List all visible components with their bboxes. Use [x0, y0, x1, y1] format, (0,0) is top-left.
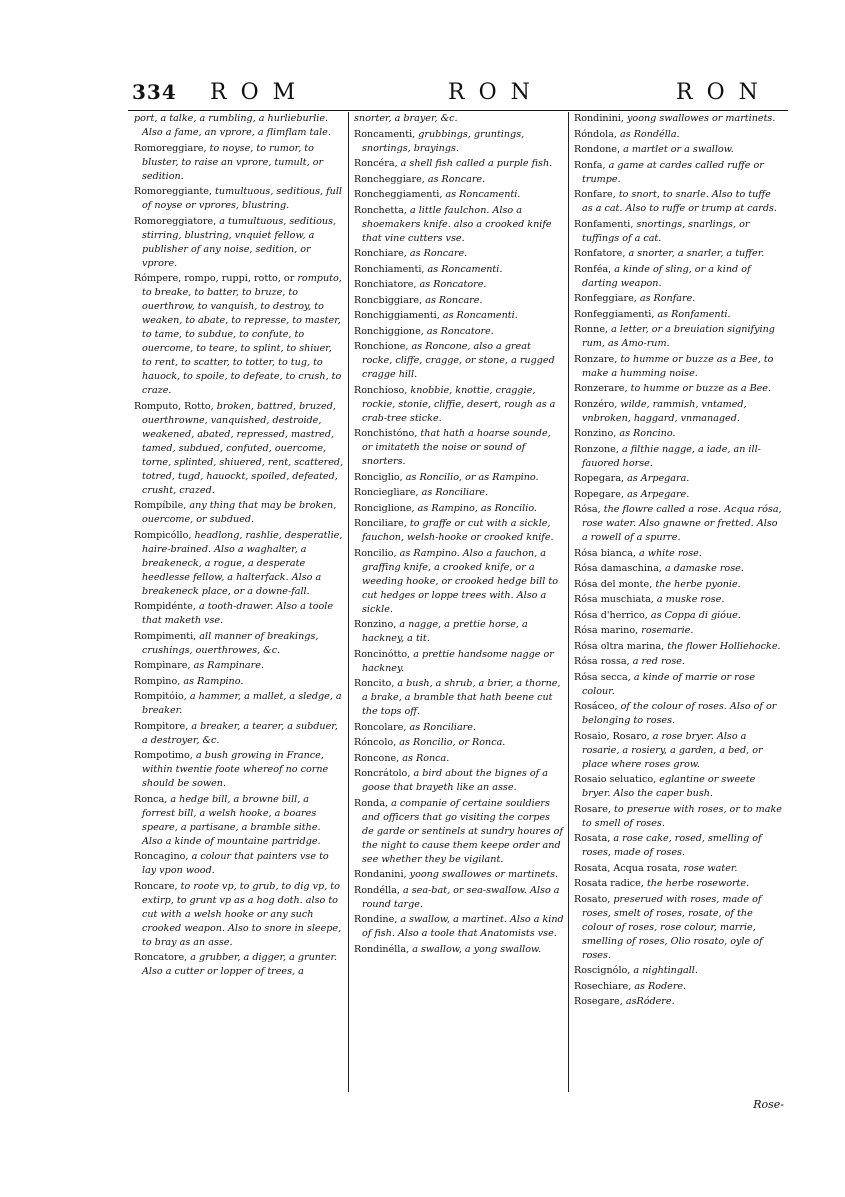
dictionary-entry	[574, 593, 784, 607]
entry-headword: Ropegara,	[574, 473, 625, 484]
dictionary-entry	[574, 609, 784, 623]
dictionary-entry	[574, 218, 784, 246]
entry-definition: snortings, snarlings, or tuffings of a cat.	[582, 218, 750, 244]
dictionary-entry	[574, 247, 784, 261]
entry-headword: Roncbiggiare,	[354, 294, 423, 306]
entry-definition: to graffe or cut with a sickle, fauchon, welsh-hooke or crooked knife.	[362, 518, 554, 543]
entry-definition: as Roncilio, or Ronca.	[399, 737, 506, 748]
dictionary-entry	[574, 995, 784, 1009]
entry-headword: Romoreggiare,	[134, 142, 207, 154]
entry-headword: Romputo, Rotto,	[134, 400, 214, 412]
entry-definition: as Ronciliare.	[409, 721, 476, 733]
entry-definition: to humme or buzze as a Bee.	[630, 383, 772, 394]
dictionary-entry	[134, 400, 344, 498]
entry-headword: Ronne,	[574, 324, 609, 335]
dictionary-entry	[134, 690, 344, 718]
entry-definition: a nightingall.	[633, 965, 698, 976]
entry-definition: a rose bryer. Also a rosarie, a rosiery, a garden, a bed, or place where roses grow.	[582, 730, 763, 770]
entry-definition: preserued with roses, made of roses, smelt of roses, rosate, of the colour of roses, rose colour, marrie, smelling of roses, Olio rosato, oyle of roses.	[582, 893, 763, 961]
entry-headword: Roncinótto,	[354, 648, 411, 660]
entry-definition: as Rampino.	[183, 675, 244, 687]
dictionary-entry	[354, 112, 564, 126]
dictionary-entry	[134, 185, 344, 213]
dictionary-entry	[134, 793, 344, 849]
entry-definition: a bush growing in France, within twentie foote whereof no corne should be sowen.	[142, 750, 329, 789]
entry-headword: Roncrátolo,	[354, 768, 411, 779]
dictionary-entry	[574, 323, 784, 351]
dictionary-entry	[354, 340, 564, 382]
entry-headword: Ronfa,	[574, 159, 606, 171]
entry-definition: yoong swallowes or martinets.	[627, 113, 776, 124]
running-header	[128, 78, 788, 111]
entry-definition: snorter, a brayer, &c.	[354, 113, 458, 124]
entry-definition: a muske rose.	[656, 594, 725, 605]
dictionary-entry	[134, 215, 344, 271]
entry-definition: as Rondélla.	[620, 128, 680, 140]
entry-definition: to noyse, to rumor, to bluster, to raise an vprore, tumult, or sedition.	[142, 142, 324, 182]
entry-headword: Ronzino,	[574, 428, 617, 439]
dictionary-entry	[354, 486, 564, 500]
entry-headword: Rósa damaschina,	[574, 563, 662, 574]
entry-definition: the herbe roseworte.	[646, 878, 750, 889]
dictionary-entry	[354, 618, 564, 646]
dictionary-entry	[134, 600, 344, 628]
dictionary-entry	[354, 263, 564, 277]
entry-headword: Rondine,	[354, 914, 398, 925]
dictionary-entry	[574, 112, 784, 126]
entry-headword: Ronciegliare,	[354, 487, 419, 498]
entry-definition: as Roncamenti.	[427, 263, 503, 275]
entry-definition: as Ronfare.	[639, 293, 696, 304]
entry-definition: as Rampino, as Roncilio.	[417, 502, 537, 514]
entry-definition: a white rose.	[639, 547, 702, 559]
header-word-left: ROM	[210, 80, 310, 105]
entry-headword: Rompitóio,	[134, 691, 187, 702]
dictionary-entry	[574, 503, 784, 545]
entry-headword: Rompotimo,	[134, 750, 193, 761]
entry-definition: yoong swallowes or martinets.	[409, 869, 559, 880]
entry-headword: Rompimenti,	[134, 630, 197, 642]
dictionary-entry	[574, 398, 784, 426]
dictionary-entry	[574, 700, 784, 728]
entry-headword: Roncatore,	[134, 952, 188, 963]
entry-headword: Rósa bianca,	[574, 547, 636, 559]
entry-headword: Rósa rossa,	[574, 656, 630, 667]
entry-definition: a martlet or a swallow.	[623, 144, 734, 155]
dictionary-entry	[354, 502, 564, 516]
dictionary-entry	[574, 578, 784, 592]
entry-headword: Rósa marino,	[574, 625, 639, 636]
entry-headword: Ronzare,	[574, 353, 618, 365]
entry-headword: Rondinini,	[574, 113, 624, 124]
entry-headword: Ronchiggiamenti,	[354, 310, 440, 321]
entry-definition: as Roncone, also a great rocke, cliffe, cragge, or stone, a rugged cragge hill.	[362, 341, 555, 380]
entry-headword: Ronfeggiare,	[574, 293, 637, 304]
dictionary-entry	[574, 353, 784, 381]
dictionary-entry	[354, 173, 564, 187]
entry-definition: to humme or buzze as a Bee, to make a humming noise.	[582, 353, 774, 379]
entry-definition: a tooth-drawer. Also a toole that maketh vse.	[142, 601, 334, 626]
entry-definition: as Roncatore.	[426, 325, 494, 337]
entry-headword: Roncheggiare,	[354, 173, 425, 185]
column-rule-2	[568, 112, 569, 1092]
dictionary-entry	[354, 188, 564, 202]
entry-headword: Rondinélla,	[354, 943, 410, 955]
dictionary-entry	[354, 517, 564, 545]
entry-definition: a filthie nagge, a iade, an ill-fauored horse.	[582, 443, 761, 469]
entry-headword: Roncolare,	[354, 721, 407, 733]
entry-headword: Ronciliare,	[354, 518, 407, 529]
entry-definition: as Roncino.	[619, 428, 676, 439]
entry-definition: as Rampino. Also a fauchon, a graffing knife, a crooked knife, or a weeding hooke, or crooked hedge bill to cut hedges or loppe trees with. Also a sickle.	[362, 547, 558, 615]
dictionary-entry	[354, 278, 564, 292]
entry-definition: headlong, rashlie, desperatlie, haire-brained. Also a waghalter, a breakeneck, a rogue, a desperate heedlesse fellow, a halterfack. Also a breakeneck place, or a downe-fall.	[142, 529, 343, 597]
entry-definition: asRódere.	[625, 996, 675, 1007]
entry-definition: as Roncamenti.	[442, 310, 518, 321]
entry-definition: a companie of certaine souldiers and officers that go visiting the corpes de garde or sentinels at sundry houres of the night to cause them keepe order and see whether they be vigilant.	[362, 797, 563, 865]
entry-headword: Rósa,	[574, 504, 601, 515]
column-3	[574, 112, 784, 1092]
dictionary-entry	[354, 868, 564, 882]
dictionary-entry	[574, 443, 784, 471]
entry-headword: Ronchetta,	[354, 204, 407, 216]
dictionary-entry	[574, 862, 784, 876]
column-1	[134, 112, 344, 1092]
entry-headword: Ronchioso,	[354, 384, 408, 396]
entry-headword: Ropegare,	[574, 488, 624, 500]
dictionary-entry	[574, 159, 784, 187]
entry-headword: Rósa del monte,	[574, 578, 653, 590]
entry-definition: a nagge, a prettie horse, a hackney, a tit.	[362, 619, 528, 644]
entry-headword: Ronchione,	[354, 341, 409, 352]
entry-definition: eglantine or sweete bryer. Also the caper bush.	[582, 774, 756, 799]
entry-definition: the flowre called a rose. Acqua rósa, rose water. Also gnawne or fretted. Also a rowell of a spurre.	[582, 504, 782, 543]
entry-definition: as Coppa di gióue.	[650, 609, 741, 621]
page-number: 334	[132, 80, 177, 104]
entry-definition: to preserue with roses, or to make to smell of roses.	[582, 803, 782, 829]
entry-headword: Rómpere, rompo, ruppi, rotto, or	[134, 273, 295, 284]
entry-definition: knobbie, knottie, craggie, rockie, stonie, cliffie, desert, rough as a crab-tree sticke.	[362, 384, 556, 424]
dictionary-entry	[354, 547, 564, 617]
entry-headword: Rompicóllo,	[134, 529, 192, 541]
entry-definition: a prettie handsome nagge or hackney.	[362, 648, 554, 674]
dictionary-entry	[134, 720, 344, 748]
entry-headword: Rosato,	[574, 893, 611, 905]
dictionary-entry	[354, 157, 564, 171]
entry-headword: Rondanini,	[354, 869, 407, 880]
entry-headword: Rosáceo,	[574, 701, 618, 712]
entry-definition: to snort, to snarle. Also to tuffe as a cat. Also to ruffe or trump at cards.	[582, 189, 777, 214]
entry-headword: Roncagino,	[134, 851, 189, 862]
entry-definition: as Rampinare.	[193, 660, 264, 671]
dictionary-entry	[134, 529, 344, 599]
entry-headword: Rondélla,	[354, 884, 400, 896]
entry-headword: Ronciglione,	[354, 502, 415, 514]
entry-definition: a swallow, a martinet. Also a kind of fish. Also a toole that Anatomists vse.	[362, 914, 564, 939]
dictionary-page	[128, 78, 788, 1111]
dictionary-entry	[574, 893, 784, 963]
dictionary-entry	[134, 112, 344, 140]
dictionary-entry	[574, 730, 784, 772]
entry-headword: Ronchistóno,	[354, 428, 418, 439]
entry-definition: rose water.	[683, 862, 738, 874]
dictionary-entry	[354, 247, 564, 261]
entry-headword: Rondone,	[574, 144, 621, 155]
entry-definition: as Roncare.	[427, 173, 486, 185]
dictionary-entry	[574, 980, 784, 994]
entry-headword: Ronchiamenti,	[354, 263, 425, 275]
entry-headword: Romoreggiatore,	[134, 215, 217, 227]
entry-headword: Roncare,	[134, 880, 178, 892]
entry-headword: Rósa oltra marina,	[574, 640, 665, 652]
entry-headword: Rósa muschiata,	[574, 594, 654, 605]
entry-headword: Romoreggiante,	[134, 186, 212, 197]
entry-definition: any thing that may be broken, ouercome, or subdued.	[142, 500, 337, 525]
dictionary-entry	[574, 382, 784, 396]
entry-headword: Roscignólo,	[574, 965, 631, 976]
entry-definition: a tumultuous, seditious, stirring, blustring, vnquiet fellow, a publisher of any noise, sedition, or vprore.	[142, 215, 337, 269]
entry-definition: the flower Holliehocke.	[667, 640, 781, 652]
entry-headword: Róndola,	[574, 128, 617, 140]
dictionary-entry	[354, 677, 564, 719]
dictionary-entry	[574, 292, 784, 306]
dictionary-entry	[574, 263, 784, 291]
entry-headword: Ronzerare,	[574, 383, 628, 394]
entry-definition: a colour that painters vse to lay vpon wood.	[142, 851, 329, 876]
entry-headword: Ronféa,	[574, 263, 612, 275]
entry-definition: port, a talke, a rumbling, a hurlieburlie. Also a fame, an vprore, a flimflam tale.	[134, 113, 331, 138]
entry-definition: as Ronciliare.	[421, 487, 489, 498]
entry-definition: the herbe pyonie.	[655, 578, 741, 590]
dictionary-entry	[354, 384, 564, 426]
entry-headword: Ronca,	[134, 793, 168, 805]
entry-definition: as Arpegara.	[627, 473, 690, 484]
entry-headword: Rosare,	[574, 803, 611, 815]
dictionary-entry	[354, 427, 564, 469]
dictionary-entry	[574, 773, 784, 801]
entry-headword: Rósa secca,	[574, 671, 631, 683]
columns	[128, 112, 788, 1092]
entry-headword: Rosata,	[574, 833, 611, 844]
catchword: Rose-	[753, 1098, 784, 1111]
entry-headword: Roncamenti,	[354, 128, 416, 140]
entry-headword: Rosaio, Rosaro,	[574, 730, 650, 742]
dictionary-entry	[354, 736, 564, 750]
dictionary-entry	[134, 749, 344, 791]
entry-headword: Rosata, Acqua rosata,	[574, 862, 681, 874]
entry-headword: Roncone,	[354, 752, 400, 764]
dictionary-entry	[134, 142, 344, 184]
entry-definition: as Ronca.	[402, 752, 450, 764]
entry-definition: a hedge bill, a browne bill, a forrest bill, a welsh hooke, a boares speare, a partisane, a bramble sithe. Also a kinde of mountaine partridge.	[142, 793, 321, 847]
entry-definition: a sea-bat, or sea-swallow. Also a round targe.	[362, 884, 560, 910]
entry-definition: all manner of breakings, crushings, ouerthrowes, &c.	[142, 630, 319, 656]
entry-definition: as Rodere.	[634, 980, 687, 992]
entry-headword: Ronzéro,	[574, 398, 618, 410]
entry-headword: Ronchiatore,	[354, 279, 417, 290]
entry-headword: Ronfamenti,	[574, 218, 634, 230]
entry-headword: Ronzino,	[354, 619, 397, 630]
dictionary-entry	[574, 877, 784, 891]
dictionary-entry	[574, 803, 784, 831]
entry-definition: a kinde of marrie or rose colour.	[582, 671, 756, 697]
dictionary-entry	[134, 951, 344, 979]
entry-headword: Ronda,	[354, 797, 389, 809]
entry-headword: Rosegare,	[574, 996, 623, 1007]
entry-definition: a hammer, a mallet, a sledge, a breaker.	[142, 691, 342, 716]
dictionary-entry	[574, 188, 784, 216]
entry-definition: a rose cake, rosed, smelling of roses, made of roses.	[582, 833, 762, 858]
dictionary-entry	[574, 832, 784, 860]
entry-headword: Rósa d'herrico,	[574, 609, 648, 621]
entry-definition: a grubber, a digger, a grunter. Also a cutter or lopper of trees, a	[142, 952, 338, 977]
dictionary-entry	[354, 309, 564, 323]
dictionary-entry	[574, 640, 784, 654]
dictionary-entry	[134, 630, 344, 658]
entry-definition: a swallow, a yong swallow.	[412, 943, 542, 955]
dictionary-entry	[574, 671, 784, 699]
entry-definition: a red rose.	[632, 656, 685, 667]
entry-headword: Roncéra,	[354, 158, 398, 169]
entry-definition: rosemarie.	[641, 625, 694, 636]
dictionary-entry	[354, 913, 564, 941]
entry-definition: as Roncatore.	[419, 279, 487, 290]
dictionary-entry	[354, 767, 564, 795]
dictionary-entry	[134, 272, 344, 398]
entry-definition: as Roncare.	[409, 248, 468, 259]
dictionary-entry	[574, 624, 784, 638]
entry-definition: as Roncare.	[425, 294, 483, 306]
dictionary-entry	[354, 752, 564, 766]
entry-definition: a damaske rose.	[664, 563, 744, 574]
entry-definition: tumultuous, seditious, full of noyse or vprores, blustring.	[142, 186, 342, 211]
entry-definition: a game at cardes called ruffe or trumpe.	[582, 159, 764, 185]
dictionary-entry	[354, 204, 564, 246]
dictionary-entry	[574, 143, 784, 157]
entry-headword: Ronfatore,	[574, 248, 626, 259]
entry-headword: Ronciglio,	[354, 471, 403, 483]
column-2	[354, 112, 564, 1092]
entry-definition: wilde, rammish, vntamed, vnbroken, haggard, vnmanaged.	[582, 398, 747, 424]
entry-headword: Rompinare,	[134, 660, 191, 671]
entry-headword: Ronchiggione,	[354, 325, 424, 337]
dictionary-entry	[354, 721, 564, 735]
entry-headword: Rompíbile,	[134, 500, 187, 511]
entry-headword: Roncilio,	[354, 547, 397, 559]
dictionary-entry	[574, 427, 784, 441]
dictionary-entry	[134, 659, 344, 673]
dictionary-entry	[574, 964, 784, 978]
entry-definition: a bush, a shrub, a brier, a thorne, a brake, a bramble that hath beene cut the tops off.	[362, 678, 561, 717]
entry-headword: Rompino,	[134, 675, 181, 687]
dictionary-entry	[134, 675, 344, 689]
dictionary-entry	[134, 850, 344, 878]
entry-headword: Ronchiare,	[354, 248, 407, 259]
column-rule-1	[348, 112, 349, 1092]
dictionary-entry	[574, 472, 784, 486]
dictionary-entry	[354, 797, 564, 867]
entry-definition: a shell fish called a purple fish.	[400, 158, 553, 169]
entry-headword: Roncito,	[354, 678, 395, 689]
dictionary-entry	[354, 943, 564, 957]
entry-definition: a breaker, a tearer, a subduer, a destroyer, &c.	[142, 720, 338, 746]
dictionary-entry	[354, 294, 564, 308]
entry-definition: as Ronfamenti.	[657, 308, 731, 320]
entry-headword: Ronfeggiamenti,	[574, 308, 655, 320]
dictionary-entry	[574, 308, 784, 322]
dictionary-entry	[134, 499, 344, 527]
dictionary-entry	[354, 471, 564, 485]
entry-headword: Rosata radice,	[574, 878, 644, 889]
header-word-right: RON	[676, 80, 772, 105]
entry-headword: Rosaio seluatico,	[574, 774, 657, 785]
dictionary-entry	[574, 562, 784, 576]
dictionary-entry	[574, 488, 784, 502]
entry-definition: a snorter, a snarler, a tuffer.	[628, 248, 765, 259]
dictionary-entry	[134, 880, 344, 950]
entry-headword: Rompitore,	[134, 720, 189, 732]
entry-headword: Roncheggiamenti,	[354, 189, 443, 200]
entry-headword: Ronzone,	[574, 443, 619, 455]
dictionary-entry	[354, 128, 564, 156]
entry-definition: that hath a hoarse sounde, or imitateth the noise or sound of snorters.	[362, 428, 551, 467]
dictionary-entry	[354, 648, 564, 676]
entry-definition: a little faulchon. Also a shoemakers knife. also a crooked knife that vine cutters vse.	[362, 204, 552, 244]
entry-headword: Róncolo,	[354, 737, 397, 748]
entry-definition: of the colour of roses. Also of or belonging to roses.	[582, 701, 777, 726]
entry-headword: Rompidénte,	[134, 601, 196, 612]
entry-headword: Rosechiare,	[574, 980, 632, 992]
entry-definition: a letter, or a breuiation signifying rum, as Amo-rum.	[582, 324, 775, 349]
entry-definition: romputo, to breake, to batter, to bruze, to ouerthrow, to vanquish, to destroy, to weaken, to abate, to represse, to master, to tame, to subdue, to confute, to ouercome, to teare, to splint, to shiuer, to rent, to scatter, to totter, to tug, to hauock, to spoile, to defeate, to crush, to craze.	[142, 273, 342, 396]
dictionary-entry	[574, 128, 784, 142]
entry-definition: a kinde of sling, or a kind of darting weapon.	[582, 263, 751, 289]
dictionary-entry	[574, 547, 784, 561]
entry-definition: broken, battred, bruzed, ouerthrowne, vanquished, destroide, weakened, abated, repressed, mastred, tamed, subdued, confuted, ouercome, torne, splinted, shiuered, rent, scattered, totred, tugd, hauockt, spoiled, defeated, crusht, crazed.	[142, 400, 344, 496]
entry-definition: to roote vp, to grub, to dig vp, to extirp, to grunt vp as a hog doth. also to cut with a welsh hooke or any such crooked weapon. Also to snore in sleepe, to bray as an asse.	[142, 880, 342, 948]
entry-headword: Ronfare,	[574, 189, 616, 200]
header-word-center: RON	[448, 80, 544, 105]
entry-definition: as Roncilio, or as Rampino.	[405, 471, 539, 483]
dictionary-entry	[354, 325, 564, 339]
entry-definition: a bird about the bignes of a goose that brayeth like an asse.	[362, 768, 548, 793]
dictionary-entry	[354, 884, 564, 912]
entry-definition: as Roncamenti.	[445, 189, 521, 200]
entry-definition: as Arpegare.	[627, 488, 690, 500]
dictionary-entry	[574, 655, 784, 669]
entry-definition: grubbings, gruntings, snortings, brayings.	[362, 128, 525, 154]
